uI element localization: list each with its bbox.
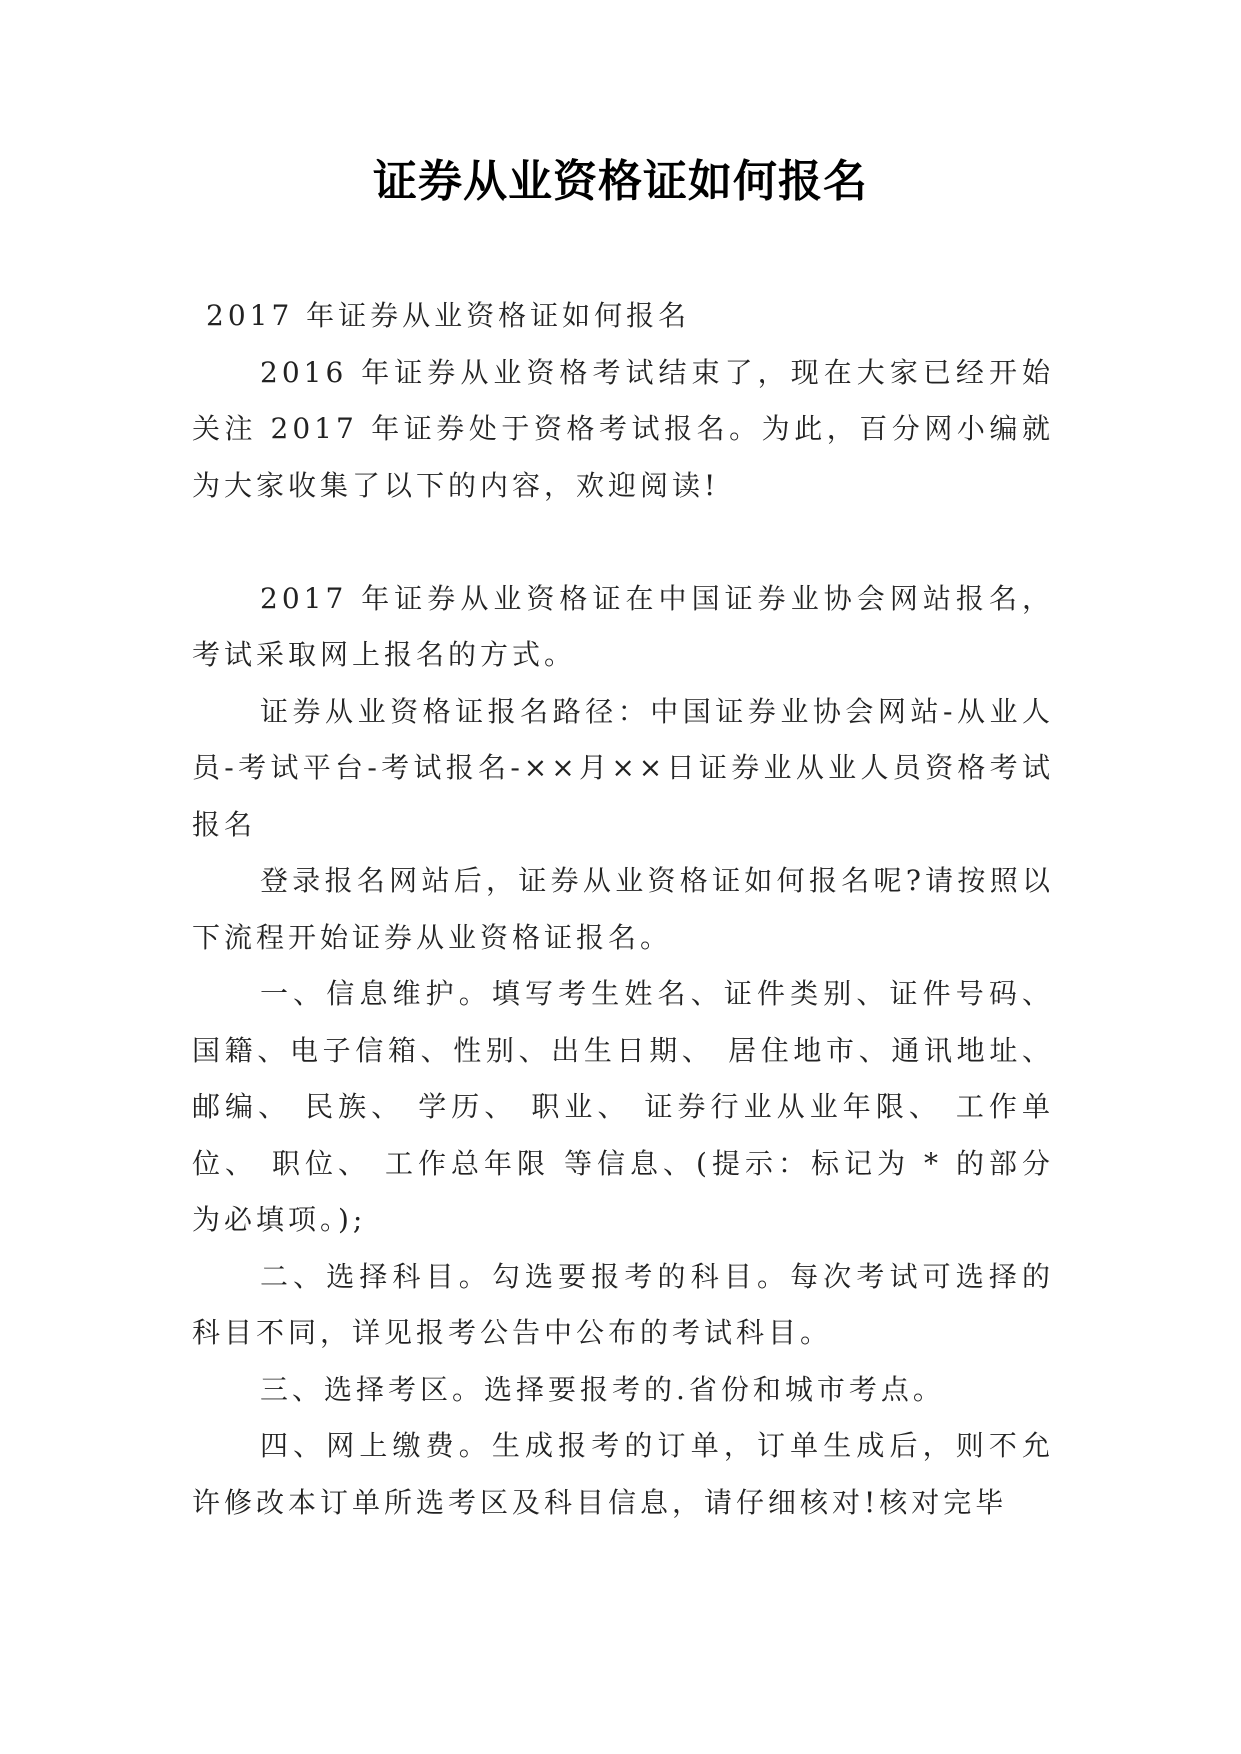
paragraph-step-1: 一、信息维护。填写考生姓名、证件类别、证件号码、国籍、电子信箱、性别、出生日期、 居住地市、通讯地址、邮编、 民族、 学历、 职业、 证券行业从业年限、 工作单位、 职位、 工作总年限 等信息、(提示：标记为 * 的部分为必填项。);: [192, 977, 1054, 1236]
document-body: [192, 288, 1054, 1531]
paragraph-step-3: 三、选择考区。选择要报考的.省份和城市考点。: [260, 1372, 945, 1406]
paragraph-step-4: 四、网上缴费。生成报考的订单，订单生成后，则不允许修改本订单所选考区及科目信息，请仔细核对!核对完毕: [192, 1429, 1054, 1519]
paragraph-step-2: 二、选择科目。勾选要报考的科目。每次考试可选择的科目不同，详见报考公告中公布的考试科目。: [192, 1259, 1054, 1349]
paragraph-intro: 2016 年证券从业资格考试结束了，现在大家已经开始关注 2017 年证券处于资格考试报名。为此，百分网小编就为大家收集了以下的内容，欢迎阅读!: [192, 355, 1054, 502]
document-subtitle: 2017 年证券从业资格证如何报名: [206, 299, 691, 332]
paragraph-registration-path: 证券从业资格证报名路径：中国证券业协会网站-从业人员-考试平台-考试报名-××月××日证券业从业人员资格考试报名: [192, 694, 1054, 841]
blank-line: [192, 514, 1054, 571]
paragraph-process-intro: 登录报名网站后，证券从业资格证如何报名呢?请按照以下流程开始证券从业资格证报名。: [192, 864, 1054, 954]
document-title: 证券从业资格证如何报名: [373, 156, 868, 207]
paragraph-registration-site: 2017 年证券从业资格证在中国证券业协会网站报名，考试采取网上报名的方式。: [192, 581, 1054, 671]
